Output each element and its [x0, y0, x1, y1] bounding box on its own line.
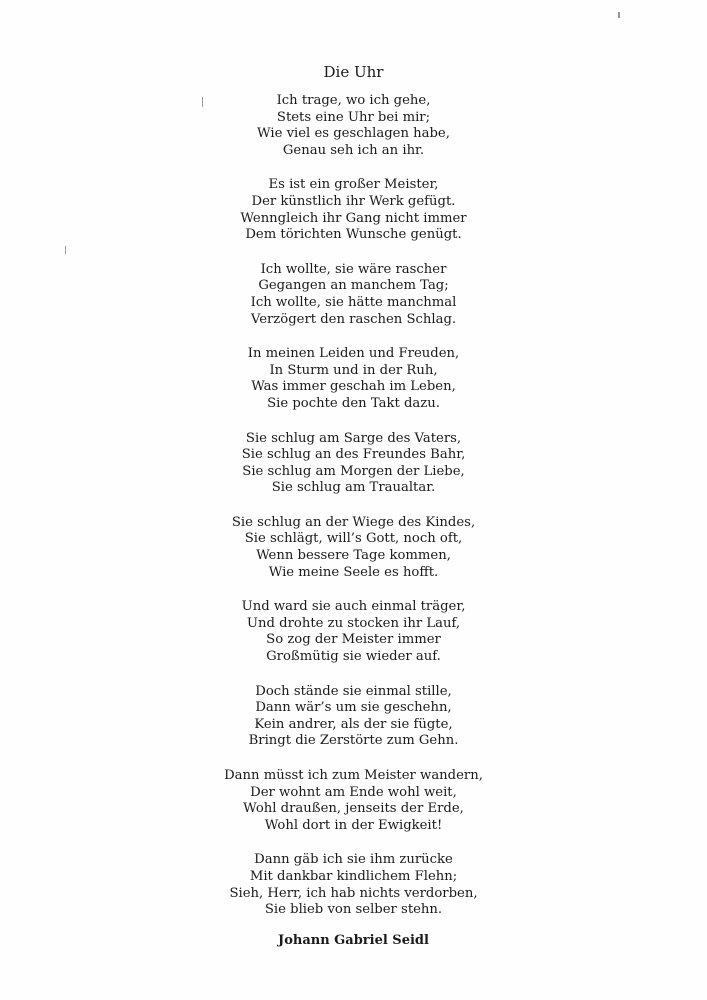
poem-line: In meinen Leiden und Freuden,	[247, 346, 460, 362]
poem-author: Johann Gabriel Seidl	[278, 933, 429, 948]
poem-line: Sie schlug am Morgen der Liebe,	[242, 463, 465, 479]
stanza	[0, 852, 707, 918]
stanza	[0, 515, 707, 581]
poem-line: Sie schlug am Sarge des Vaters,	[245, 430, 462, 446]
poem-line: Genau seh ich an ihr.	[282, 142, 425, 158]
poem-line: Was immer geschah im Leben,	[251, 379, 456, 395]
poem-line: Wenngleich ihr Gang nicht immer	[240, 210, 467, 226]
poem-line: Wie viel es geschlagen habe,	[257, 126, 450, 142]
poem-title: Die Uhr	[323, 63, 384, 81]
poem-line: Und drohte zu stocken ihr Lauf,	[246, 615, 461, 631]
poem-line: Mit dankbar kindlichem Flehn;	[249, 868, 458, 884]
poem-line: Der künstlich ihr Werk gefügt.	[251, 193, 456, 209]
poem-line: Und ward sie auch einmal träger,	[241, 599, 466, 615]
poem-line: Sie schlug an des Freundes Bahr,	[241, 447, 466, 463]
stanza	[0, 346, 707, 412]
stanza	[0, 431, 707, 497]
poem-body	[0, 93, 707, 937]
poem-line: Dann gäb ich sie ihm zurücke	[254, 852, 453, 868]
poem-line: Ich trage, wo ich gehe,	[276, 93, 431, 108]
poem-line: Doch stände sie einmal stille,	[255, 683, 452, 699]
poem-line: Der wohnt am Ende wohl weit,	[250, 784, 457, 800]
poem-line: Wohl dort in der Ewigkeit!	[264, 817, 443, 833]
poem-line: Ich wollte, sie hätte manchmal	[250, 294, 457, 310]
poem-line: Dem törichten Wunsche genügt.	[245, 227, 462, 243]
poem-line: Dann müsst ich zum Meister wandern,	[224, 768, 483, 783]
poem-line: Sie blieb von selber stehn.	[264, 902, 443, 918]
poem-line: Sie schlug am Traualtar.	[271, 480, 436, 496]
scan-speck	[618, 12, 620, 18]
poem-line: Kein andrer, als der sie fügte,	[254, 716, 453, 732]
stanza	[0, 93, 707, 159]
poem-line: So zog der Meister immer	[266, 632, 441, 648]
stanza	[0, 599, 707, 665]
stanza	[0, 262, 707, 328]
poem-line: Sieh, Herr, ich hab nichts verdorben,	[229, 885, 478, 901]
poem-line: Verzögert den raschen Schlag.	[250, 311, 457, 327]
stanza	[0, 177, 707, 243]
poem-line: Stets eine Uhr bei mir;	[276, 109, 431, 125]
poem-line: Wie meine Seele es hofft.	[268, 564, 439, 580]
poem-line: Großmütig sie wieder auf.	[266, 649, 441, 665]
poem-line: Ich wollte, sie wäre rascher	[260, 261, 447, 277]
poem-line: Dann wär’s um sie geschehn,	[255, 700, 452, 716]
poem-line: Sie schlug an der Wiege des Kindes,	[231, 514, 476, 530]
poem-line: Wenn bessere Tage kommen,	[256, 548, 451, 564]
poem-line: Sie pochte den Takt dazu.	[267, 395, 440, 411]
stanza	[0, 684, 707, 750]
stanza	[0, 768, 707, 834]
poem-line: Bringt die Zerstörte zum Gehn.	[248, 733, 459, 749]
poem-line: Sie schlägt, will’s Gott, noch oft,	[244, 531, 463, 547]
poem-line: Wohl draußen, jenseits der Erde,	[243, 801, 464, 817]
poem-line: Gegangen an manchem Tag;	[258, 278, 449, 294]
poem-line: Es ist ein großer Meister,	[268, 177, 439, 193]
poem-line: In Sturm und in der Ruh,	[269, 362, 438, 378]
